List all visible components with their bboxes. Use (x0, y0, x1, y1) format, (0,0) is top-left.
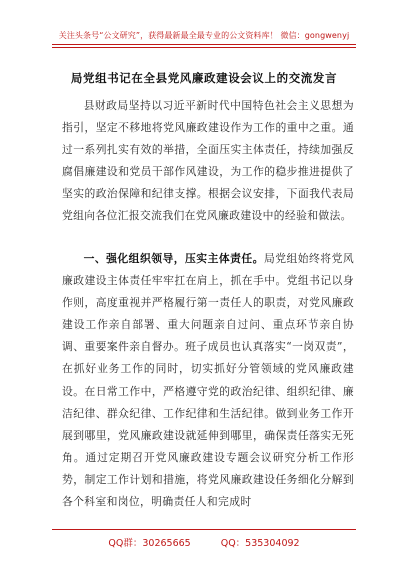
footer-divider (52, 529, 356, 530)
paragraph-section-1 (62, 248, 354, 513)
footer-contact (0, 535, 408, 549)
footer-qq: QQ：535304092 (220, 538, 300, 549)
header-divider-thin (52, 47, 356, 48)
paragraph-intro: 县财政局坚持以习近平新时代中国特色社会主义思想为指引，坚定不移地将党风廉政建设作为工作的重中之重。通过一系列扎实有效的举措，全面压实主体责任，持续加强反腐倡廉建设和党员干部作风建设，为工作的稳步推进提供了坚实的政治保障和纪律支撑。根据会议安排，下面我代表局党组向各位汇报交流我们在党风廉政建设中的经验和做法。 (62, 99, 354, 223)
footer-qq-group: QQ群：30265665 (108, 538, 191, 549)
header-divider (52, 44, 356, 45)
section-1-body: 局党组始终将党风廉政建设主体责任牢牢扛在肩上，抓在手中。党组书记以身作则，高度重视并严格履行第一责任人的职责，对党风廉政建设工作亲自部署、重大问题亲自过问、重点环节亲自协调、重要案件亲自督办。班子成员也认真落实“一岗双责”，在抓好业务工作的同时，切实抓好分管领域的党风廉政建设。在日常工作中，严格遵守党的政治纪律、组织纪律、廉洁纪律、群众纪律、工作纪律和生活纪律。做到业务工作开展到哪里，党风廉政建设就延伸到哪里，确保责任落实无死角。通过定期召开党风廉政建设专题会议研究分析工作形势，制定工作计划和措施，将党风廉政建设任务细化分解到各个科室和岗位，明确责任人和完成时 (62, 252, 354, 509)
section-1-heading: 一、强化组织领导，压实主体责任。 (83, 252, 264, 265)
header-notice: 关注头条号“公文研究”，获得最新最全最专业的公文资料库！ 微信：gongwenyj (58, 31, 350, 40)
document-title: 局党组书记在全县党风廉政建设会议上的交流发言 (70, 71, 338, 85)
